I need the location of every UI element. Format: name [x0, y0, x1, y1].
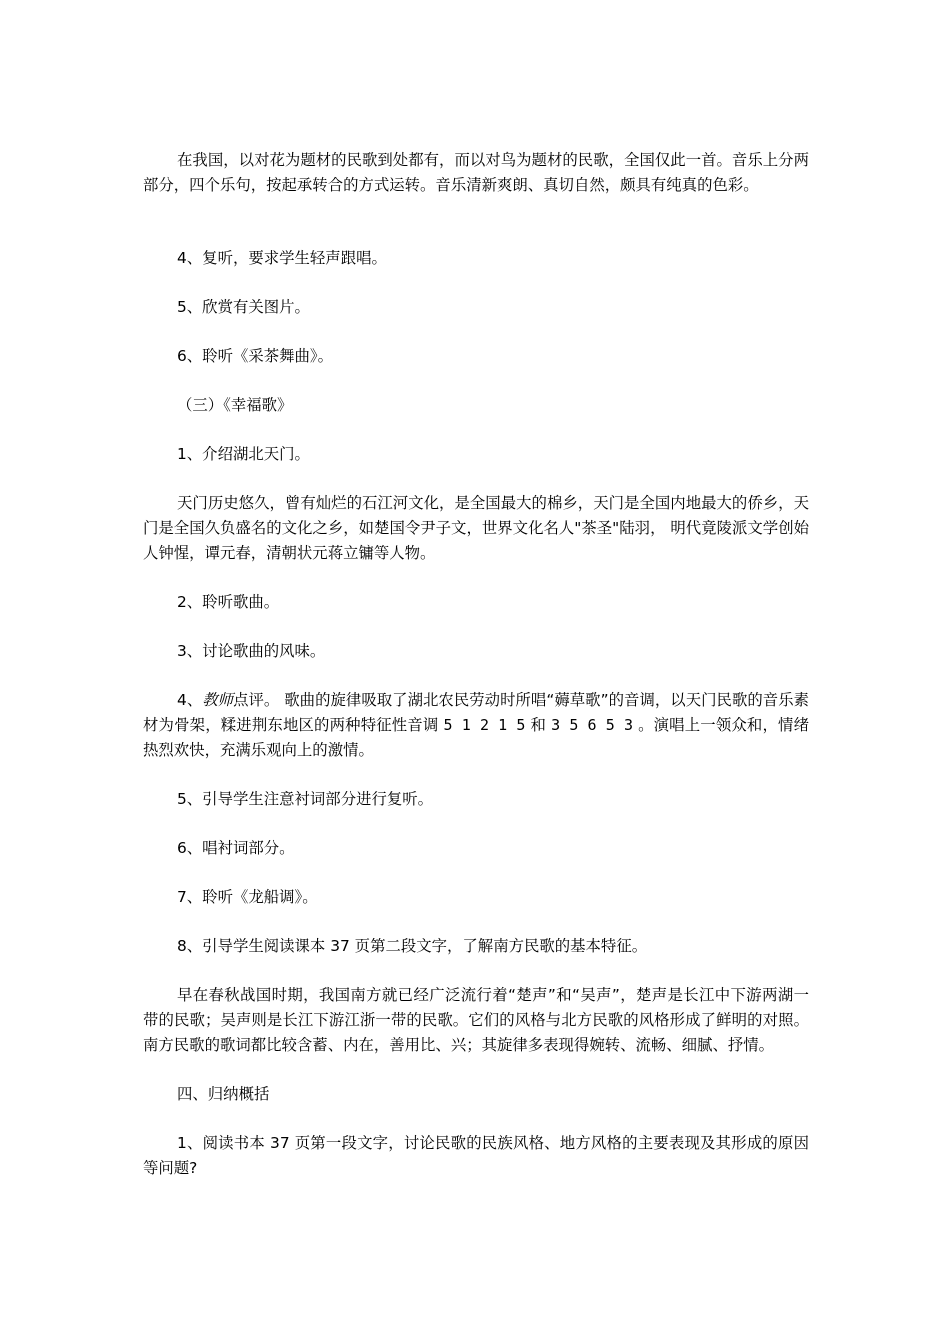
document-page	[143, 148, 809, 1181]
intro-paragraph: 在我国，以对花为题材的民歌到处都有，而以对鸟为题材的民歌，全国仅此一首。音乐上分两部分，四个乐句，按起承转合的方式运转。音乐清新爽朗、真切自然，颇具有纯真的色彩。	[143, 151, 809, 194]
melody-notes-2: 3 5 6 5 3	[551, 716, 634, 734]
section3-item-8: 8、引导学生阅读课本 37 页第二段文字，了解南方民歌的基本特征。	[177, 937, 648, 955]
section3-item-3: 3、讨论歌曲的风味。	[177, 642, 326, 660]
section3-item-6: 6、唱衬词部分。	[177, 839, 295, 857]
item4-text-b: 。演唱上一领众和，情绪热烈欢快，充满乐观向上的激情。	[143, 716, 809, 759]
tianmen-paragraph: 天门历史悠久，曾有灿烂的石江河文化，是全国最大的棉乡，天门是全国内地最大的侨乡，天门是全国久负盛名的文化之乡，如楚国令尹子文，世界文化名人"茶圣"陆羽， 明代竟陵派文学创始人钟惺，谭元春，清朝状元蒋立镛等人物。	[143, 494, 809, 562]
list-item-6: 6、聆听《采茶舞曲》。	[177, 347, 333, 365]
south-folk-paragraph: 早在春秋战国时期，我国南方就已经广泛流行着“楚声”和“吴声”，楚声是长江中下游两湖一带的民歌；吴声则是长江下游江浙一带的民歌。它们的风格与北方民歌的风格形成了鲜明的对照。南方民歌的歌词都比较含蓄、内在，善用比、兴；其旋律多表现得婉转、流畅、细腻、抒情。	[143, 986, 809, 1054]
section3-item-1: 1、介绍湖北天门。	[177, 445, 310, 463]
section-heading-3: （三）《幸福歌》	[177, 396, 293, 414]
section3-item-4	[143, 688, 809, 763]
melody-notes-1: 5 1 2 1 5	[443, 716, 526, 734]
list-item-5: 5、欣赏有关图片。	[177, 298, 310, 316]
section-heading-4: 四、归纳概括	[177, 1085, 270, 1103]
teacher-word: 教师	[202, 691, 234, 709]
and-word: 和	[525, 716, 552, 734]
section3-item-5: 5、引导学生注意衬词部分进行复听。	[177, 790, 434, 808]
list-item-4: 4、复听，要求学生轻声跟唱。	[177, 249, 387, 267]
section3-item-2: 2、聆听歌曲。	[177, 593, 280, 611]
section3-item-7: 7、聆听《龙船调》。	[177, 888, 318, 906]
item4-text-a: 点评。 歌曲的旋律吸取了湖北农民劳动时所唱“薅草歌”的音调，以天门民歌的音乐素材为骨架，糅进荆东地区的两种特征性音调	[143, 691, 809, 734]
section4-item-1: 1、阅读书本 37 页第一段文字，讨论民歌的民族风格、地方风格的主要表现及其形成的原因等问题?	[143, 1134, 809, 1177]
item4-prefix: 4、	[177, 691, 203, 709]
